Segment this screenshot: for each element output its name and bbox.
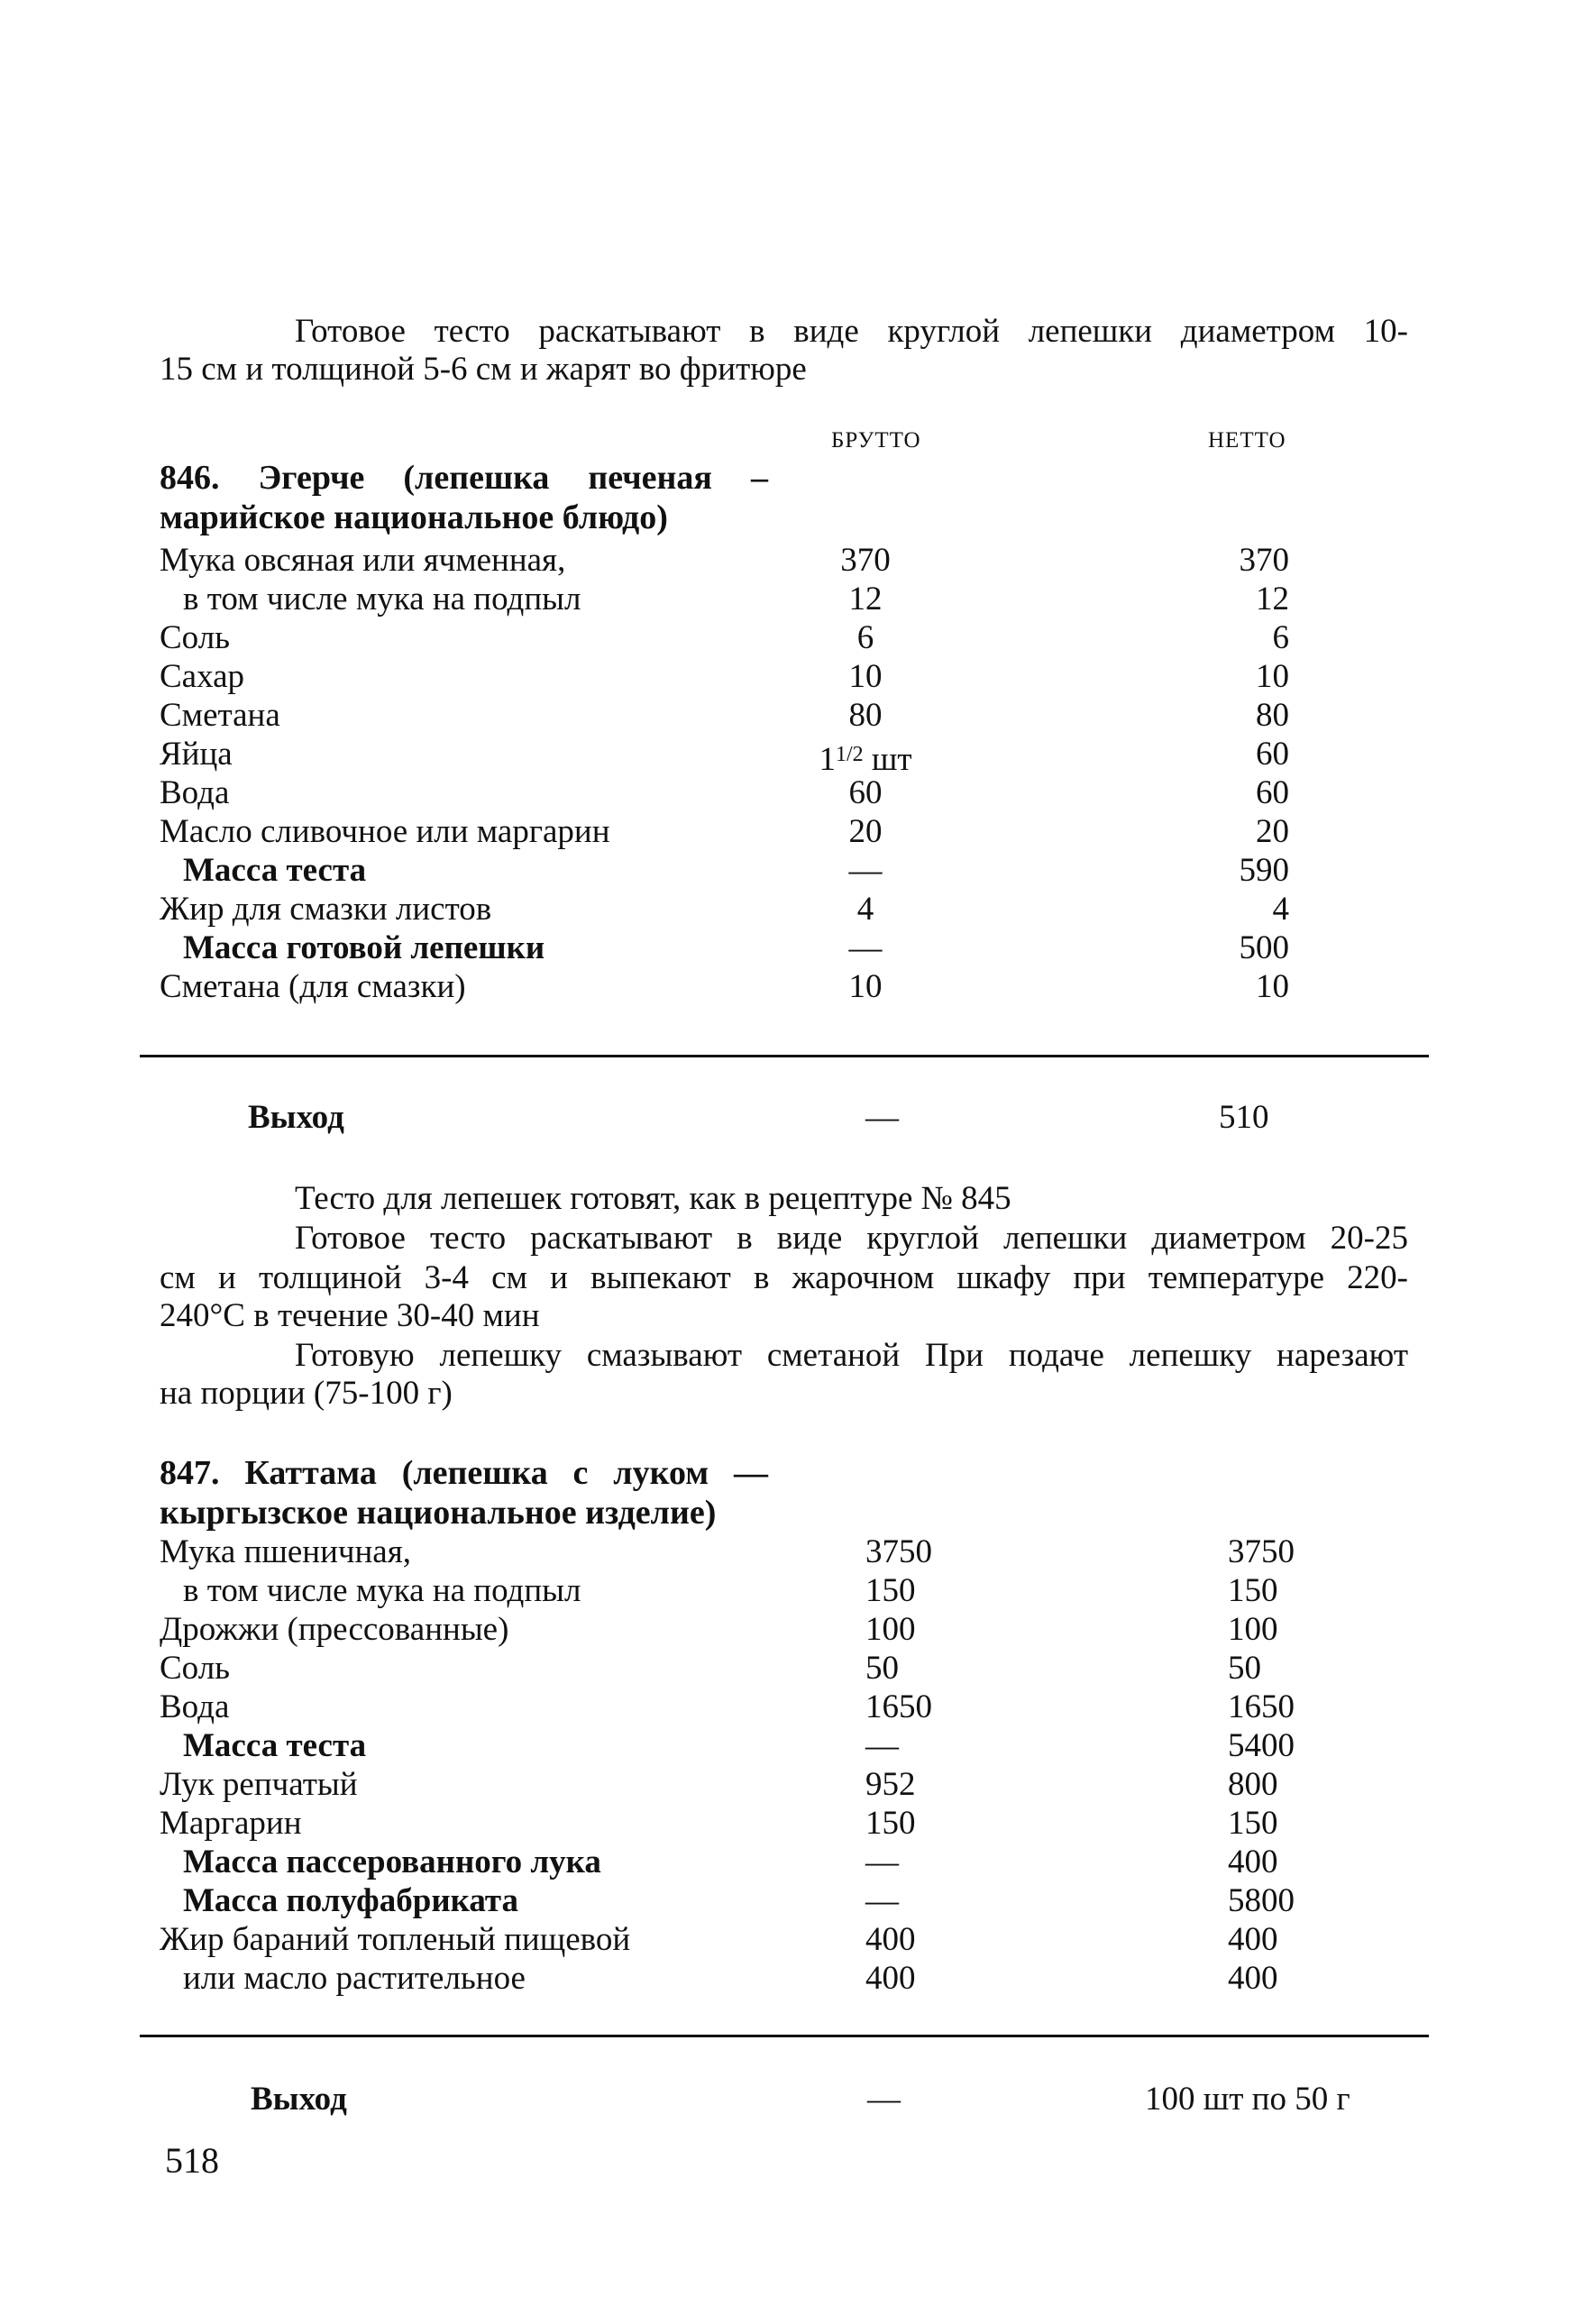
table-row bbox=[0, 657, 1574, 697]
netto-value: 10 bbox=[1256, 968, 1289, 1005]
table-row bbox=[0, 1881, 1574, 1921]
table-row bbox=[0, 1726, 1574, 1766]
ingredient-name: Масса пассерованного лука bbox=[183, 1844, 601, 1880]
ingredient-name: Лук репчатый bbox=[160, 1766, 358, 1803]
table-row bbox=[0, 929, 1574, 968]
netto-value: 800 bbox=[1228, 1766, 1278, 1803]
ingredient-name: Масса готовой лепешки bbox=[183, 929, 545, 966]
table-row bbox=[0, 967, 1574, 1007]
netto-value: 150 bbox=[1228, 1572, 1278, 1609]
brutto-unit: шт bbox=[863, 741, 912, 778]
ingredient-name: Масло сливочное или маргарин bbox=[160, 813, 610, 850]
ingredient-name: Масса полуфабриката bbox=[183, 1882, 519, 1919]
ingredient-name: Жир для смазки листов bbox=[160, 891, 492, 928]
intro-line-1: Готовое тесто раскатывают в виде круглой лепешки диаметром 10- bbox=[295, 313, 1408, 350]
table-row bbox=[0, 1920, 1574, 1960]
table-row bbox=[0, 735, 1574, 778]
netto-value: 60 bbox=[1256, 736, 1289, 773]
brutto-value: — bbox=[848, 929, 883, 966]
netto-value: 80 bbox=[1256, 697, 1289, 734]
ingredient-name: в том числе мука на подпыл bbox=[183, 1572, 581, 1609]
ingredient-name: Вода bbox=[160, 774, 230, 811]
ingredient-name: Масса теста bbox=[183, 852, 367, 889]
table-row bbox=[0, 890, 1574, 929]
recipe-846-yield-brutto: — bbox=[865, 1099, 899, 1136]
ingredient-name: или масло растительное bbox=[183, 1960, 526, 1997]
table-row bbox=[0, 1610, 1574, 1650]
netto-value: 50 bbox=[1228, 1650, 1261, 1687]
intro-line-2: 15 см и толщиной 5-6 см и жарят во фритюре bbox=[160, 351, 807, 388]
brutto-value: 400 bbox=[865, 1960, 916, 1997]
ingredient-name: Сметана bbox=[160, 697, 280, 734]
ingredient-name: Мука овсяная или ячменная, bbox=[160, 542, 566, 579]
column-header-brutto: БРУТТО bbox=[831, 428, 921, 453]
netto-value: 500 bbox=[1239, 929, 1289, 966]
brutto-value: 6 bbox=[856, 619, 874, 656]
ingredient-name: Соль bbox=[160, 619, 231, 656]
ingredient-name: Масса теста bbox=[183, 1727, 367, 1764]
brutto-value: 150 bbox=[865, 1572, 916, 1609]
netto-value: 3750 bbox=[1228, 1533, 1295, 1570]
recipe-847-yield-label: Выход bbox=[251, 2081, 347, 2118]
netto-value: 370 bbox=[1239, 542, 1289, 579]
recipe-846-divider bbox=[140, 1055, 1429, 1057]
table-row bbox=[0, 851, 1574, 891]
netto-value: 5800 bbox=[1228, 1882, 1295, 1919]
brutto-value: 10 bbox=[848, 658, 883, 695]
recipe-847-yield-brutto: — bbox=[867, 2081, 901, 2118]
table-row bbox=[0, 1765, 1574, 1805]
brutto-value: 952 bbox=[865, 1766, 916, 1803]
recipe-846-note-1: Тесто для лепешек готовят, как в рецептуре № 845 bbox=[295, 1180, 1011, 1217]
page-number: 518 bbox=[165, 2140, 219, 2181]
table-row bbox=[0, 541, 1574, 581]
brutto-value: 100 bbox=[865, 1611, 916, 1648]
ingredient-name: Маргарин bbox=[160, 1805, 302, 1842]
brutto-value: — bbox=[848, 852, 883, 889]
brutto-value: 12 bbox=[848, 581, 883, 618]
brutto-value: — bbox=[865, 1727, 899, 1764]
ingredient-name: Сметана (для смазки) bbox=[160, 968, 466, 1005]
brutto-value: — bbox=[865, 1882, 899, 1919]
netto-value: 400 bbox=[1228, 1844, 1278, 1880]
netto-value: 10 bbox=[1256, 658, 1289, 695]
table-row bbox=[0, 1959, 1574, 1999]
brutto-value: 60 bbox=[848, 774, 883, 811]
netto-value: 1650 bbox=[1228, 1688, 1295, 1725]
brutto-value: 400 bbox=[865, 1921, 916, 1958]
table-row bbox=[0, 1804, 1574, 1844]
table-row bbox=[0, 773, 1574, 813]
ingredient-name: Соль bbox=[160, 1650, 231, 1687]
ingredient-name: в том числе мука на подпыл bbox=[183, 581, 581, 618]
recipe-846-yield-label: Выход bbox=[248, 1099, 344, 1136]
recipe-847-title-line-2: кыргызское национальное изделие) bbox=[160, 1494, 717, 1532]
netto-value: 590 bbox=[1239, 852, 1289, 889]
recipe-847-divider bbox=[140, 2035, 1429, 2037]
recipe-847-yield-netto: 100 шт по 50 г bbox=[1145, 2081, 1350, 2118]
netto-value: 400 bbox=[1228, 1921, 1278, 1958]
netto-value: 60 bbox=[1256, 774, 1289, 811]
table-row bbox=[0, 580, 1574, 619]
ingredient-name: Сахар bbox=[160, 658, 245, 695]
ingredient-name: Мука пшеничная, bbox=[160, 1533, 411, 1570]
netto-value: 400 bbox=[1228, 1960, 1278, 1997]
recipe-846-note-3-line-1: Готовую лепешку смазывают сметаной При подаче лепешку нарезают bbox=[295, 1337, 1408, 1374]
brutto-value: 4 bbox=[856, 891, 874, 928]
brutto-fraction: 1/2 bbox=[835, 743, 864, 766]
netto-value: 20 bbox=[1256, 813, 1289, 850]
table-row bbox=[0, 1843, 1574, 1882]
recipe-847-title-line-1: 847. Каттама (лепешка с луком — bbox=[160, 1454, 768, 1492]
recipe-846-note-2-line-3: 240°С в течение 30-40 мин bbox=[160, 1297, 540, 1334]
brutto-value: 10 bbox=[848, 968, 883, 1005]
ingredient-name: Жир бараний топленый пищевой bbox=[160, 1921, 631, 1958]
ingredient-name: Вода bbox=[160, 1688, 230, 1725]
recipe-846-title-line-1: 846. Эгерче (лепешка печеная – bbox=[160, 459, 768, 497]
brutto-value: 80 bbox=[848, 697, 883, 734]
recipe-846-note-3-line-2: на порции (75-100 г) bbox=[160, 1375, 453, 1412]
brutto-value: 370 bbox=[840, 542, 891, 579]
ingredient-name: Яйца bbox=[160, 736, 233, 773]
table-row bbox=[0, 696, 1574, 736]
brutto-value: 50 bbox=[865, 1650, 899, 1687]
netto-value: 6 bbox=[1272, 619, 1289, 656]
netto-value: 150 bbox=[1228, 1805, 1278, 1842]
brutto-value: 150 bbox=[865, 1805, 916, 1842]
netto-value: 100 bbox=[1228, 1611, 1278, 1648]
brutto-whole: 1 bbox=[819, 741, 836, 778]
table-row bbox=[0, 1688, 1574, 1727]
recipe-846-yield-netto: 510 bbox=[1219, 1099, 1269, 1136]
table-row bbox=[0, 1533, 1574, 1572]
brutto-value: 20 bbox=[848, 813, 883, 850]
netto-value: 5400 bbox=[1228, 1727, 1295, 1764]
recipe-846-title-line-2: марийское национальное блюдо) bbox=[160, 499, 668, 536]
brutto-value: 3750 bbox=[865, 1533, 932, 1570]
recipe-846-note-2-line-1: Готовое тесто раскатывают в виде круглой лепешки диаметром 20-25 bbox=[295, 1220, 1408, 1257]
netto-value: 4 bbox=[1272, 891, 1289, 928]
brutto-value: 1650 bbox=[865, 1688, 932, 1725]
column-header-netto: НЕТТО bbox=[1208, 428, 1286, 453]
table-row bbox=[0, 618, 1574, 658]
ingredient-name: Дрожжи (прессованные) bbox=[160, 1611, 509, 1648]
netto-value: 12 bbox=[1256, 581, 1289, 618]
table-row bbox=[0, 1649, 1574, 1688]
table-row bbox=[0, 1571, 1574, 1611]
brutto-value: — bbox=[865, 1844, 899, 1880]
recipe-846-note-2-line-2: см и толщиной 3-4 см и выпекают в жарочном шкафу при температуре 220- bbox=[160, 1259, 1408, 1296]
table-row bbox=[0, 812, 1574, 852]
